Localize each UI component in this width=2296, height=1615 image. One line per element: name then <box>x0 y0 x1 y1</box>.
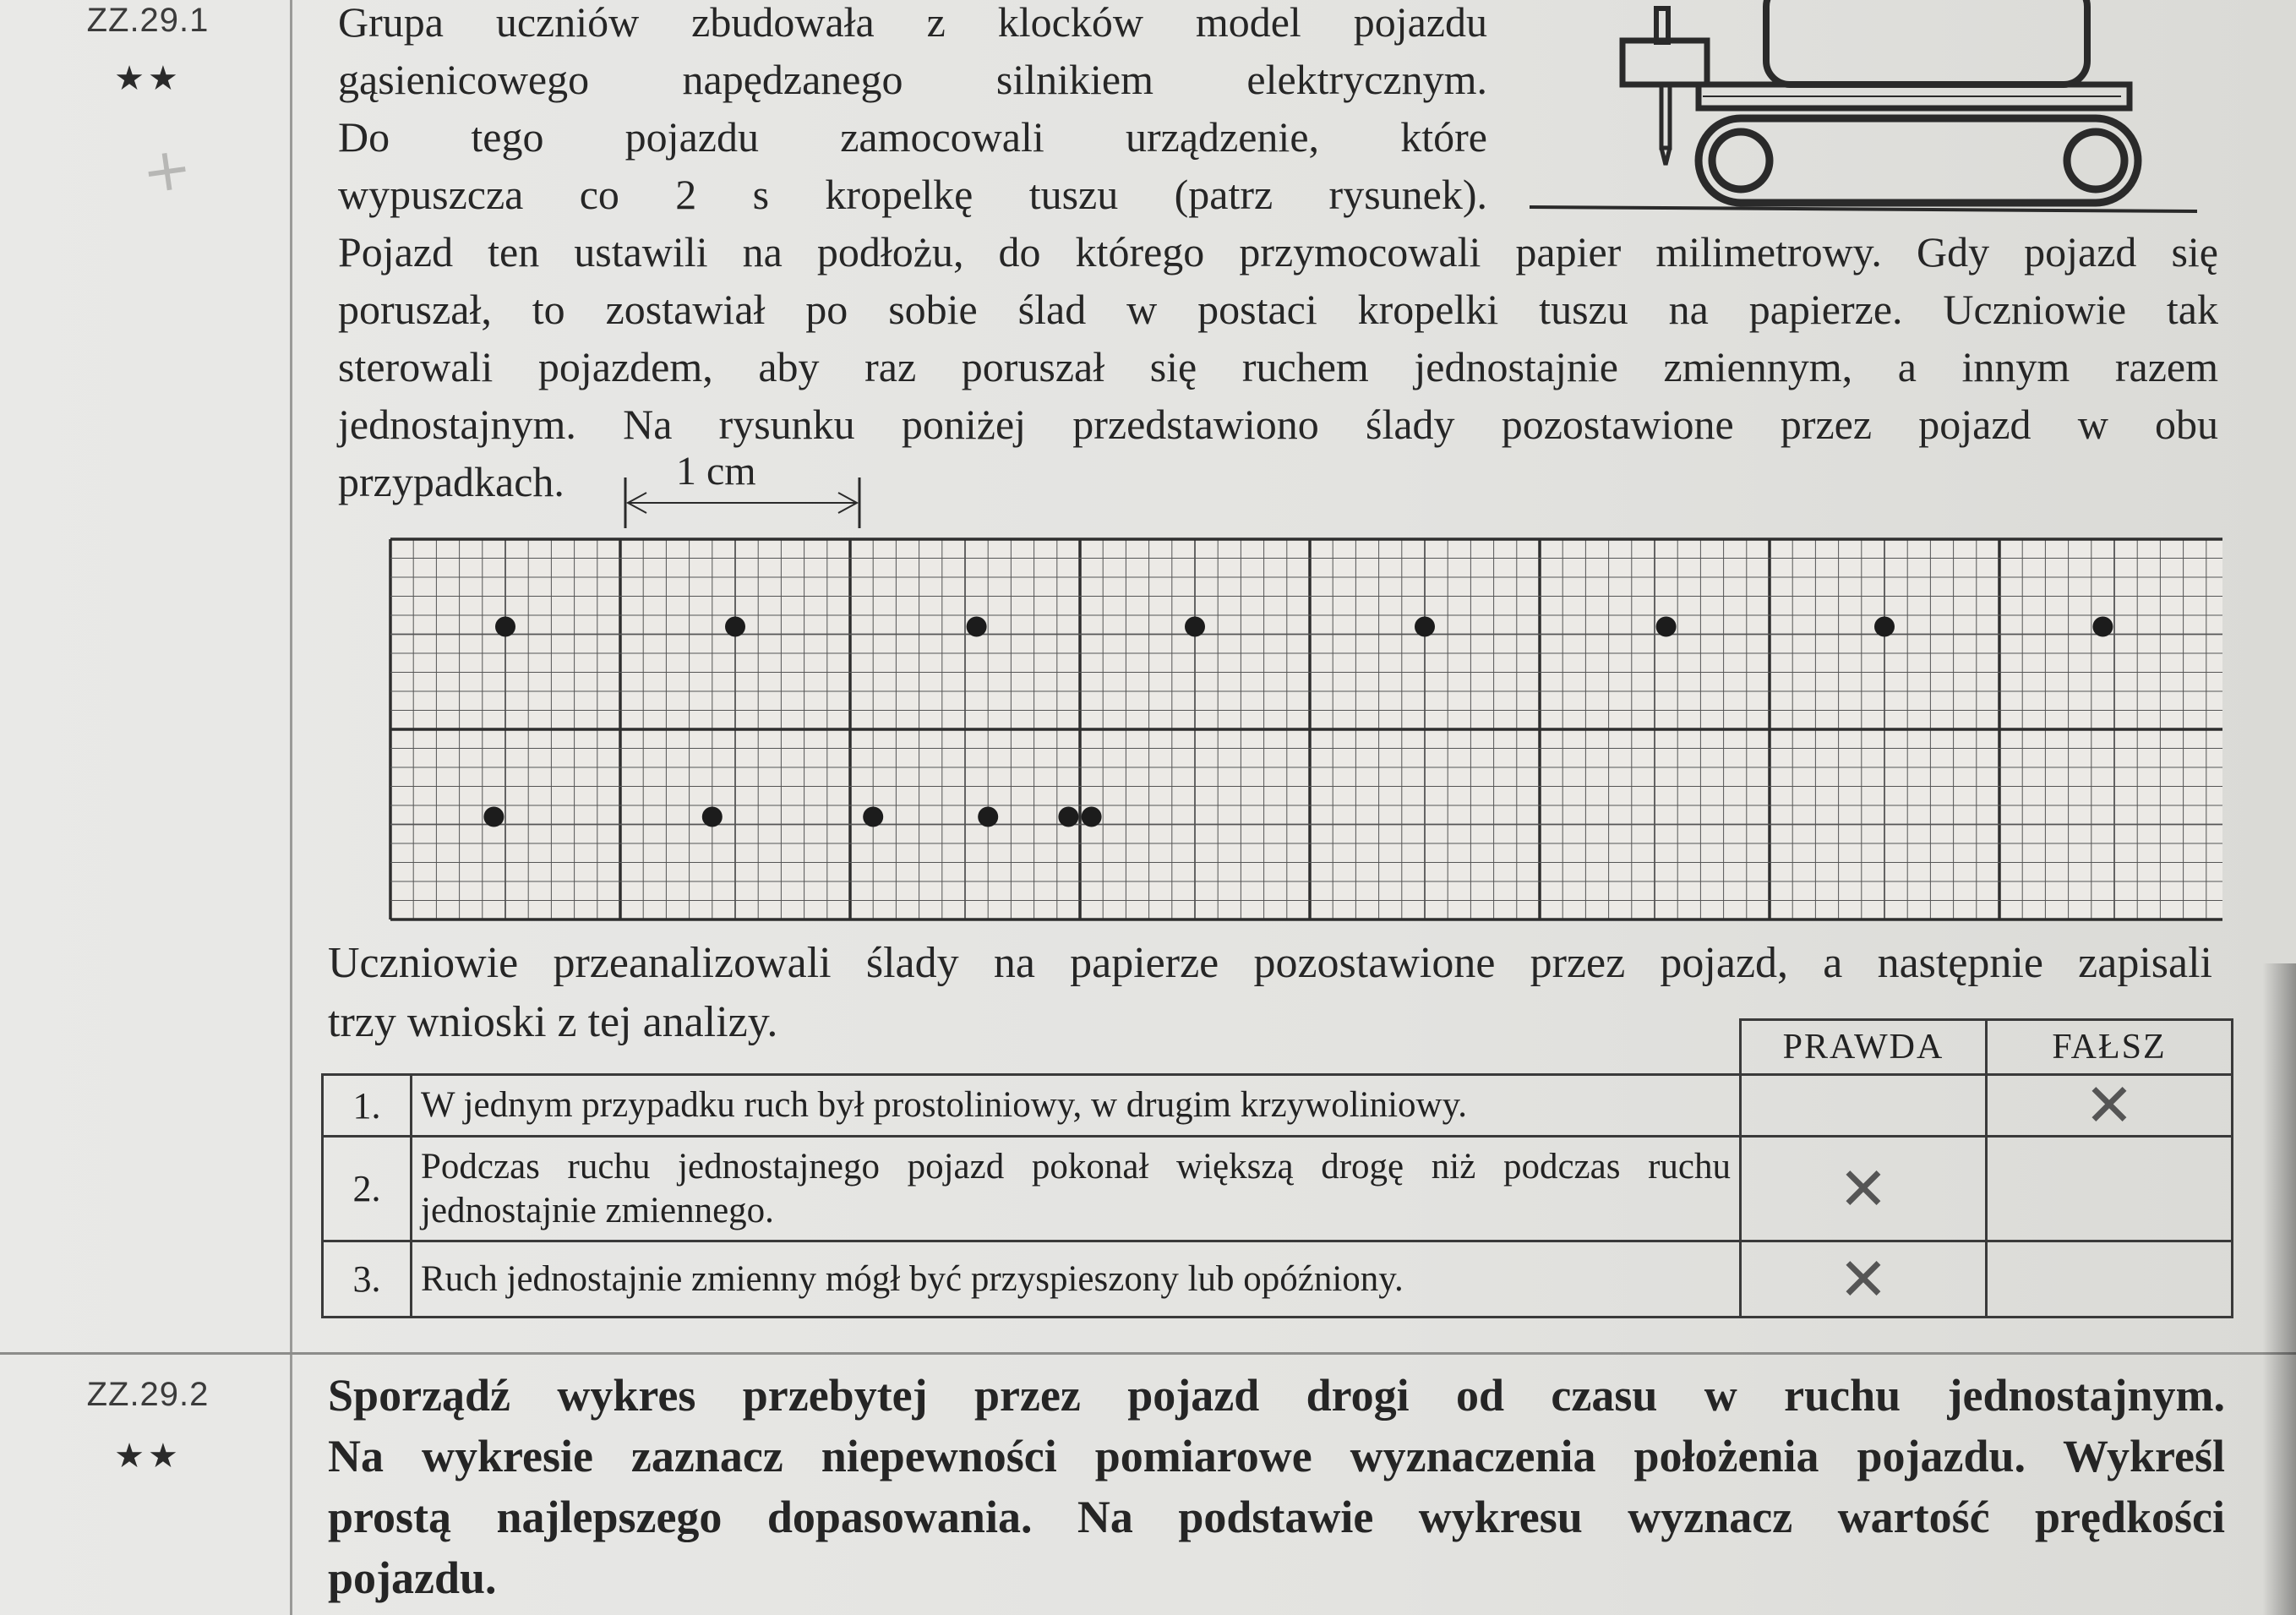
table-row <box>323 1075 2233 1137</box>
false-checkbox[interactable] <box>1987 1137 2233 1241</box>
header-true: PRAWDA <box>1741 1020 1987 1075</box>
millimeter-grid <box>380 532 2222 930</box>
pencil-plus-mark: + <box>137 132 197 208</box>
ruler-label: 1 cm <box>676 449 756 494</box>
ink-dot-variable <box>978 807 998 827</box>
text-line: Grupa uczniów zbudowała z klocków model pojazdu <box>338 0 1487 46</box>
ink-dot-uniform <box>495 617 515 637</box>
tracked-vehicle-drawing <box>1521 0 2231 254</box>
task-2-instruction <box>328 1365 2225 1608</box>
text-line: poruszał, to zostawiał po sobie ślad w postaci kropelki tuszu na papierze. Uczniowie tak <box>338 286 2218 333</box>
task-1-id: ZZ.29.1 <box>86 2 210 39</box>
page-edge-shadow <box>2262 963 2296 1615</box>
task-2-difficulty-stars: ★★ <box>114 1437 182 1476</box>
row-number: 1. <box>323 1075 412 1137</box>
millimeter-paper-figure <box>380 532 2222 934</box>
row-number: 3. <box>323 1241 412 1318</box>
ink-dot-variable <box>1082 807 1102 827</box>
text-line: Do tego pojazdu zamocowali urządzenie, które <box>338 113 1487 161</box>
cross-mark-icon: ✕ <box>1838 1244 1889 1314</box>
statement-text: Ruch jednostajnie zmienny mógł być przyspieszony lub opóźniony. <box>412 1241 1741 1318</box>
cross-mark-icon: ✕ <box>2084 1071 2135 1140</box>
ink-dot-uniform <box>1656 617 1677 637</box>
row-number: 2. <box>323 1137 412 1241</box>
ink-dot-uniform <box>2092 617 2113 637</box>
ink-dot-variable <box>1058 807 1078 827</box>
margin-divider <box>290 0 292 1615</box>
text-line: Sporządź wykres przebytej przez pojazd drogi od czasu w ruchu jednostajnym. <box>328 1370 2225 1421</box>
task-2-id: ZZ.29.2 <box>86 1376 210 1413</box>
ink-dot-uniform <box>1874 617 1895 637</box>
text-line: trzy wnioski z tej analizy. <box>328 998 778 1046</box>
text-line: Uczniowie przeanalizowali ślady na papierze pozostawione przez pojazd, a następnie zapisali <box>328 939 2212 987</box>
statement-text: Podczas ruchu jednostajnego pojazd pokonał większą drogę niż podczas ruchu jednostajnie zmiennego. <box>412 1137 1741 1241</box>
task-1-intro-wide <box>338 223 2218 510</box>
text-line: jednostajnym. Na rysunku poniżej przedstawiono ślady pozostawione przez pojazd w obu <box>338 401 2218 448</box>
ink-dot-variable <box>483 807 504 827</box>
text-line: gąsienicowego napędzanego silnikiem elektrycznym. <box>338 56 1487 103</box>
ink-dot-variable <box>702 807 723 827</box>
cross-mark-icon: ✕ <box>1838 1154 1889 1224</box>
ink-dot-variable <box>863 807 883 827</box>
statement-text: W jednym przypadku ruch był prostoliniowy, w drugim krzywoliniowy. <box>412 1075 1741 1137</box>
text-line: Pojazd ten ustawili na podłożu, do którego przymocowali papier milimetrowy. Gdy pojazd się <box>338 228 2218 276</box>
text-line: sterowali pojazdem, aby raz poruszał się ruchem jednostajnie zmiennym, a innym razem <box>338 343 2218 390</box>
true-false-table <box>321 1018 2233 1318</box>
table-row <box>323 1137 2233 1241</box>
false-checkbox[interactable] <box>1987 1071 2233 1140</box>
task-1-difficulty-stars: ★★ <box>114 59 182 98</box>
text-line: przypadkach. <box>338 458 564 505</box>
text-line: Na wykresie zaznacz niepewności pomiarowe wyznaczenia położenia pojazdu. Wykreśl <box>328 1431 2225 1481</box>
header-false: FAŁSZ <box>1987 1020 2233 1075</box>
ink-dot-uniform <box>1185 617 1205 637</box>
table-header-blank <box>323 1020 1741 1075</box>
text-line: wypuszcza co 2 s kropelkę tuszu (patrz rysunek). <box>338 171 1487 218</box>
true-checkbox[interactable] <box>1741 1241 1987 1318</box>
one-cm-ruler <box>621 477 875 528</box>
task-1-intro-narrow <box>338 0 1487 223</box>
text-line: pojazdu. <box>328 1552 497 1603</box>
table-row <box>323 1241 2233 1318</box>
text-line: prostą najlepszego dopasowania. Na podstawie wykresu wyznacz wartość prędkości <box>328 1492 2225 1542</box>
ink-dot-uniform <box>967 617 987 637</box>
ink-dot-uniform <box>725 617 745 637</box>
true-checkbox[interactable] <box>1741 1075 1987 1137</box>
ink-dot-uniform <box>1415 617 1435 637</box>
false-checkbox[interactable] <box>1987 1241 2233 1318</box>
true-checkbox[interactable] <box>1741 1137 1987 1241</box>
task-divider <box>0 1352 2296 1355</box>
